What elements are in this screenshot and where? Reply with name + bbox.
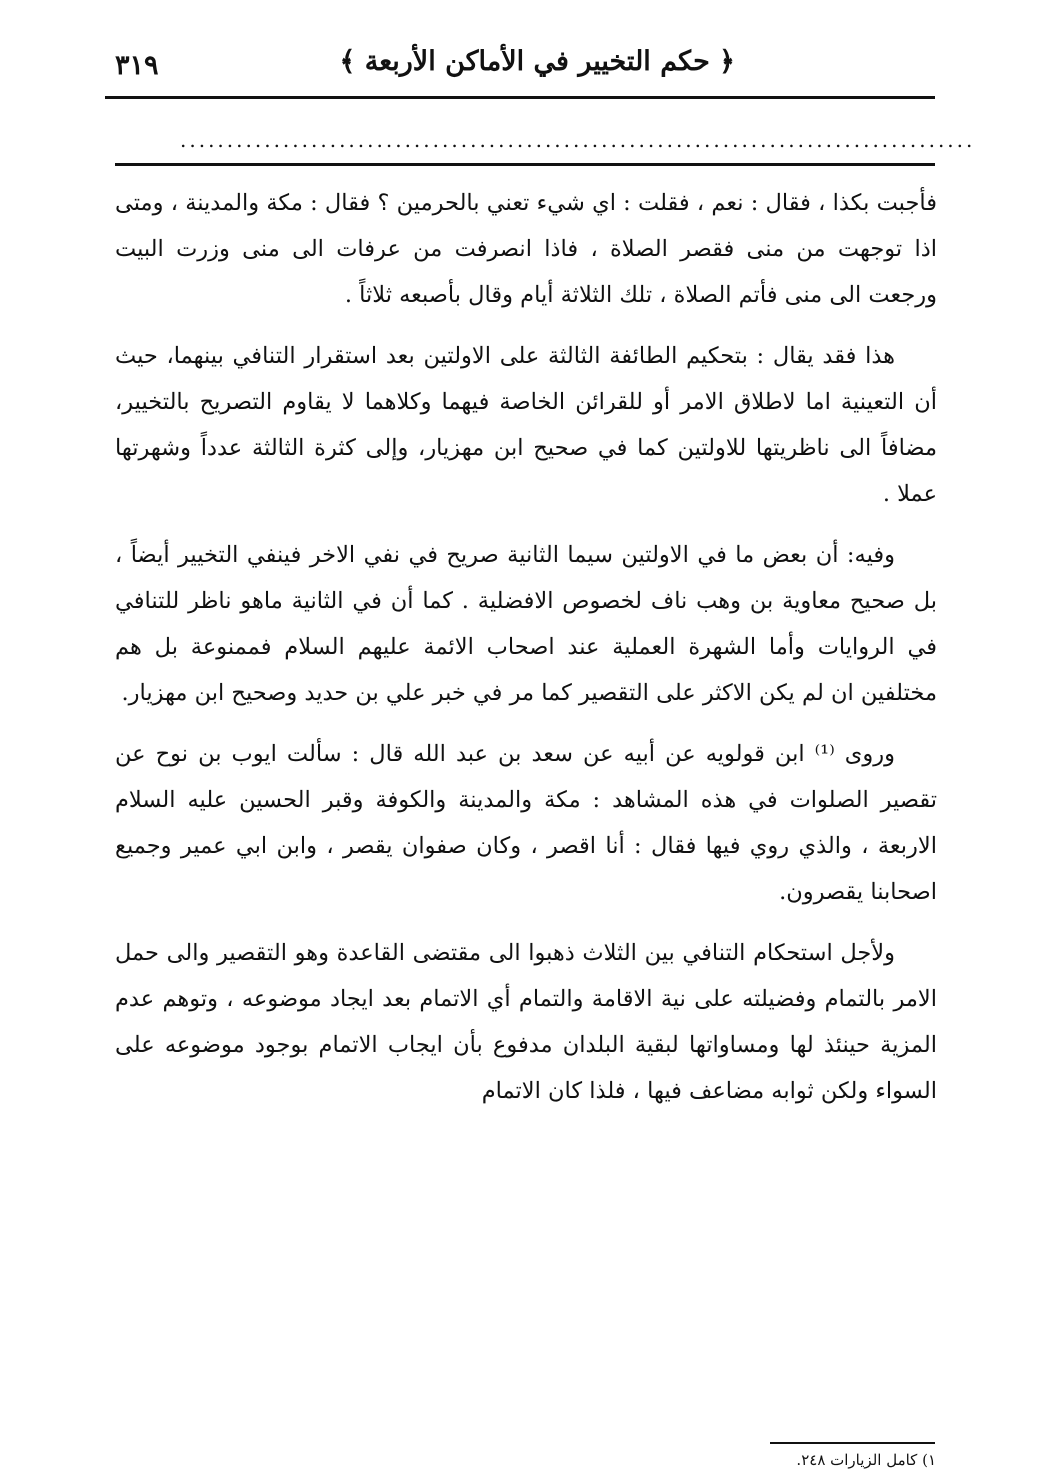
header-rule (105, 96, 935, 99)
dotted-separator: ..................................................................................... (180, 128, 976, 152)
paragraph-4: وروى ⁽¹⁾ ابن قولويه عن أبيه عن سعد بن عبد الله قال : سألت ايوب بن نوح عن تقصير الصلوات في هذه المشاهد : مكة والمدينة والكوفة وقبر الحسين عليه السلام الاربعة ، والذي روي فيها فقال : أنا اقصر ، وكان صفوان يقصر ، وابن ابي عمير وجميع اصحابنا يقصرون. (115, 741, 937, 905)
paragraph-5: ولأجل استحكام التنافي بين الثلاث ذهبوا الى مقتضى القاعدة وهو التقصير والى حمل الامر بالتمام وفضيلته على نية الاقامة والتمام أي الاتمام بعد ايجاد موضوعه ، وتوهم عدم المزية حينئذ لها ومساواتها لبقية البلدان مدفوع بأن ايجاب الاتمام بوجود موضوعه على السواء ولكن ثوابه مضاعف فيها ، فلذا كان الاتمام (115, 940, 937, 1104)
body-text (115, 180, 937, 1129)
footnote: ١) كامل الزيارات ٢٤٨. (796, 1451, 936, 1469)
paragraph-1: فأجبت بكذا ، فقال : نعم ، فقلت : اي شيء تعني بالحرمين ؟ فقال : مكة والمدينة ، ومتى اذا توجهت من منى فقصر الصلاة ، فاذا انصرفت من عرفات الى منى وزرت البيت ورجعت الى منى فأتم الصلاة ، تلك الثلاثة أيام وقال بأصبعه ثلاثاً . (115, 190, 937, 308)
paragraph-3: وفيه: أن بعض ما في الاولتين سيما الثانية صريح في نفي الاخر فينفي التخيير أيضاً ، بل صحيح معاوية بن وهب ناف لخصوص الافضلية . كما أن في الثانية ماهو ناظر للتنافي في الروايات وأما الشهرة العملية عند اصحاب الائمة عليهم السلام فممنوعة بل هم مختلفين ان لم يكن الاكثر على التقصير كما مر في خبر علي بن حديد وصحيح ابن مهزيار. (115, 542, 937, 706)
page-number: ٣١٩ (115, 50, 159, 81)
footnote-rule (770, 1442, 935, 1444)
page-header (105, 40, 935, 92)
paragraph-2: هذا فقد يقال : بتحكيم الطائفة الثالثة على الاولتين بعد استقرار التنافي بينهما، حيث أن التعينية اما لاطلاق الامر أو للقرائن الخاصة فيهما وكلاهما لا يقاوم التصريح بالتخيير، مضافاً الى ناظريتها للاولتين كما في صحيح ابن مهزيار، وإلى كثرة الثالثة عدداً وشهرتها عملا . (115, 343, 937, 507)
running-title: ﴿ حكم التخيير في الأماكن الأربعة ﴾ (339, 46, 735, 77)
separator-rule (115, 163, 935, 166)
